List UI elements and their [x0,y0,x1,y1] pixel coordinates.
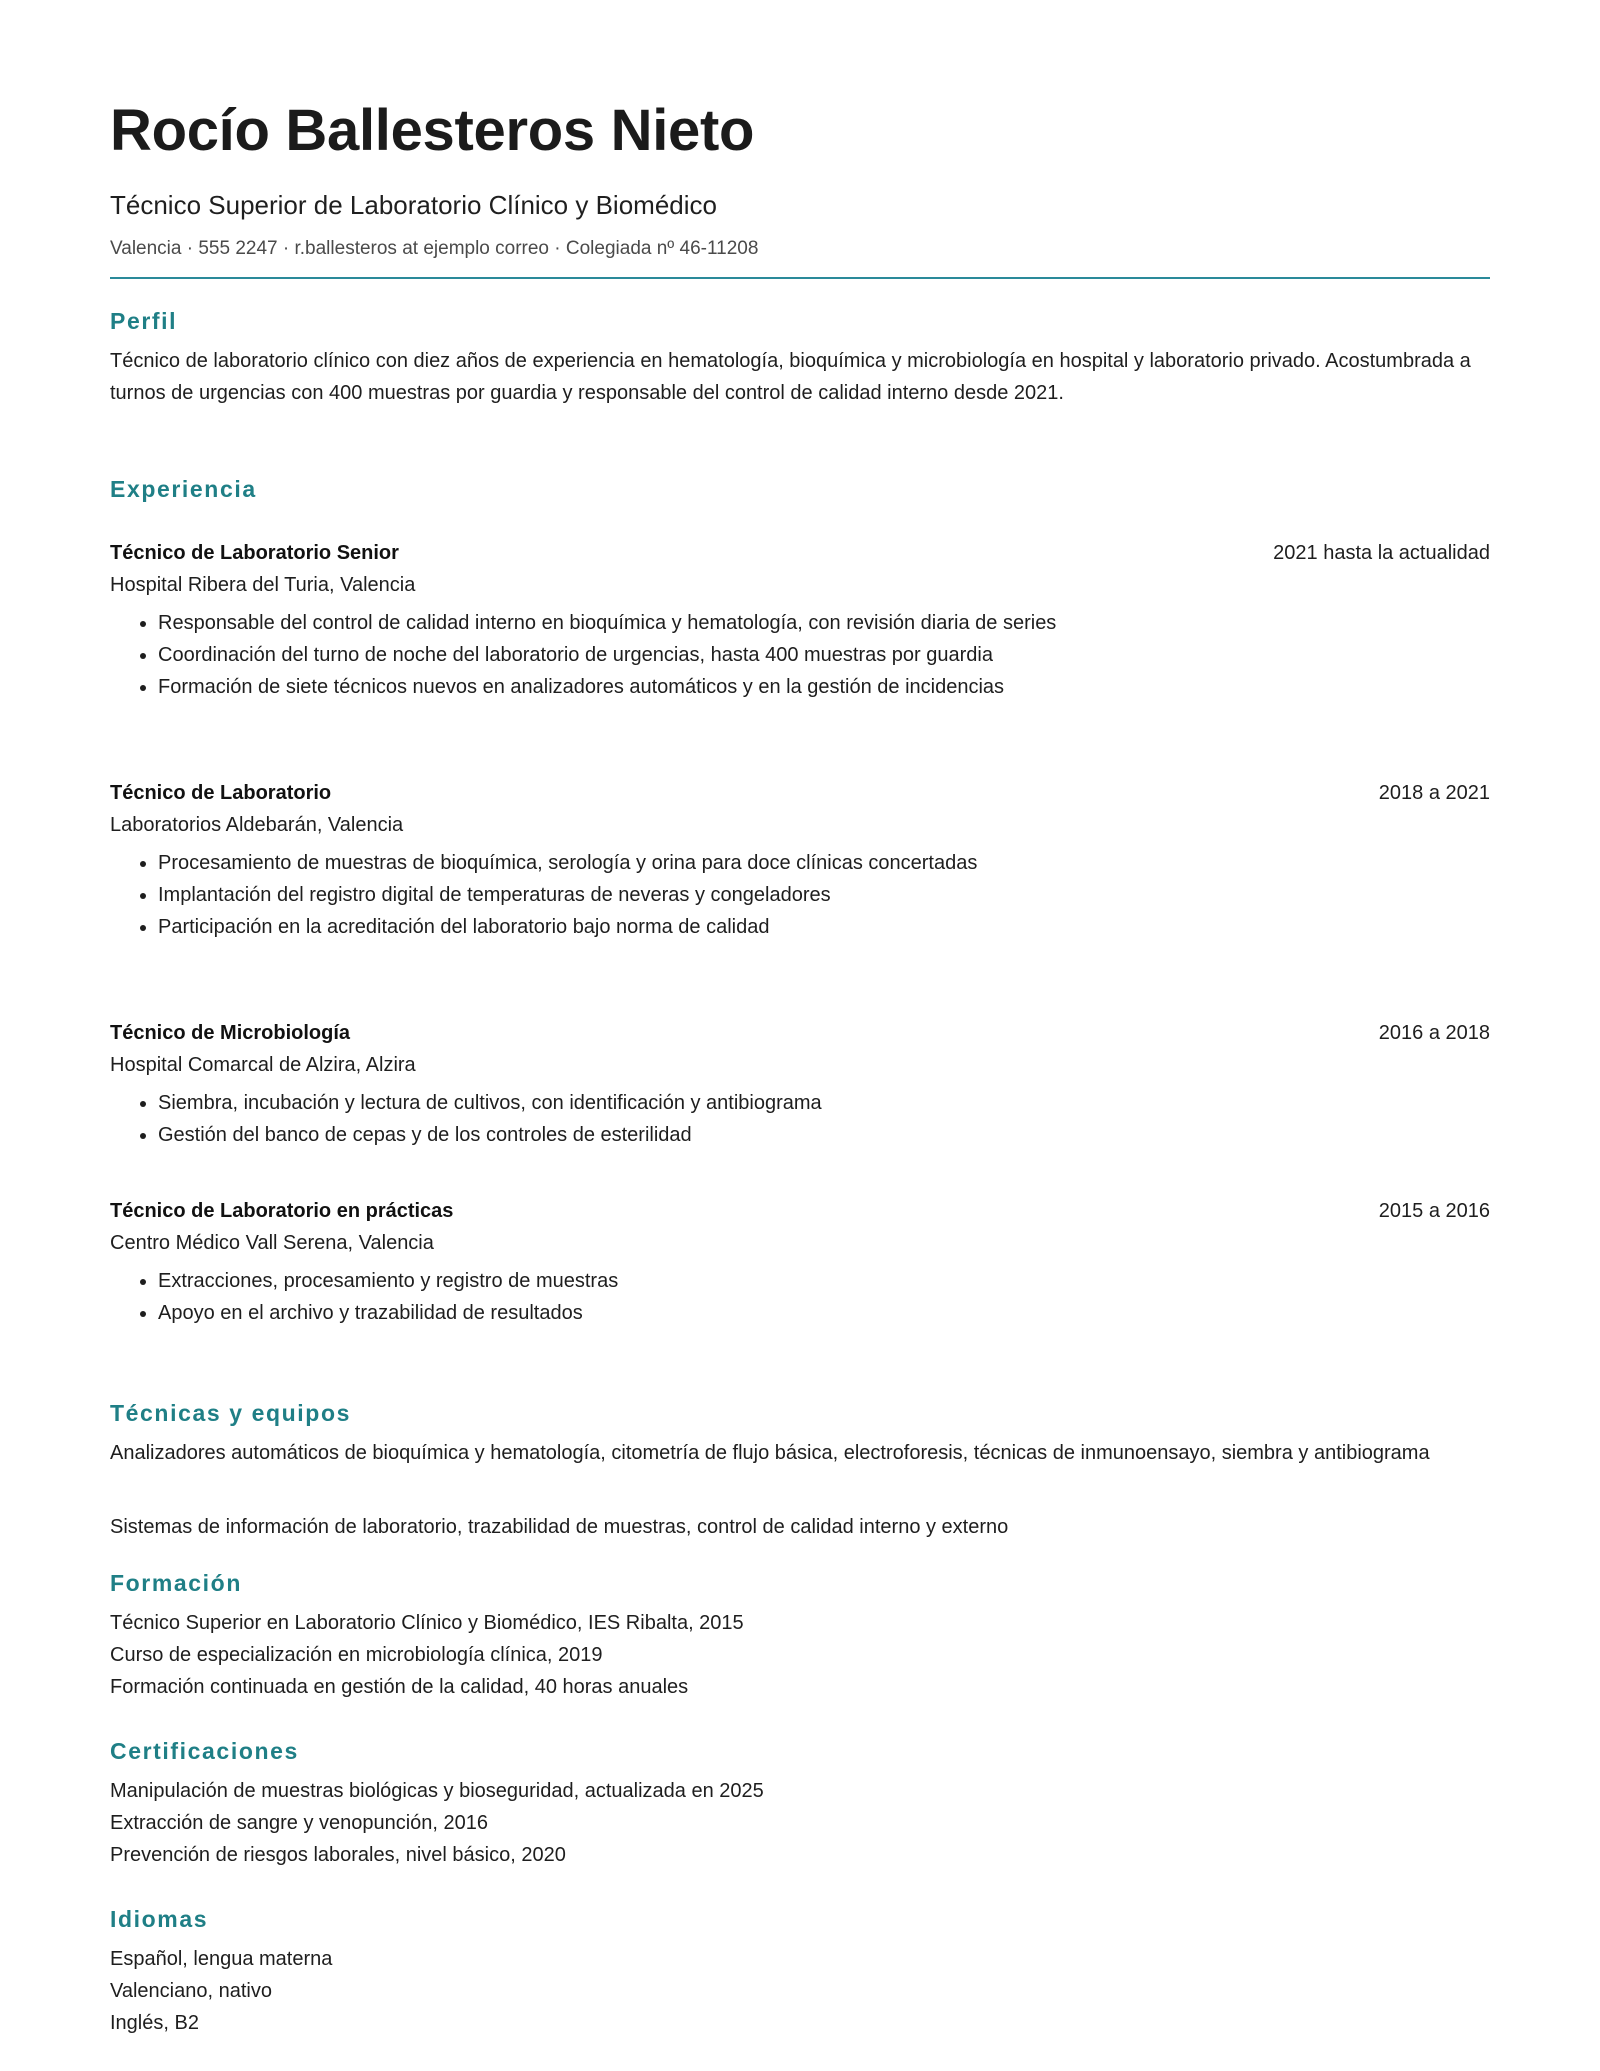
profile-section [110,307,1490,409]
job-bullet: Responsable del control de calidad interno en bioquímica y hematología, con revisión diaria de series [158,607,1490,639]
education-item: Formación continuada en gestión de la calidad, 40 horas anuales [110,1676,689,1698]
language-item: Valenciano, nativo [110,1980,272,2002]
techniques-section [110,1399,1490,1543]
job-period: 2021 hasta la actualidad [1273,542,1490,564]
education-item: Técnico Superior en Laboratorio Clínico y Biomédico, IES Ribalta, 2015 [110,1612,744,1634]
header-divider [110,277,1490,279]
section-title-certifications: Certificaciones [110,1738,299,1764]
section-title-techniques: Técnicas y equipos [110,1400,351,1426]
candidate-subtitle: Técnico Superior de Laboratorio Clínico y Biomédico [110,190,717,220]
job-entry [110,537,1490,703]
job-title: Técnico de Laboratorio Senior [110,542,399,564]
certification-item: Manipulación de muestras biológicas y bioseguridad, actualizada en 2025 [110,1780,764,1802]
job-period: 2016 a 2018 [1378,1022,1490,1044]
job-bullet: Formación de siete técnicos nuevos en analizadores automáticos y en la gestión de incidencias [158,671,1490,703]
job-bullet: Gestión del banco de cepas y de los controles de esterilidad [158,1119,1490,1151]
job-header [110,1195,1490,1227]
job-period: 2015 a 2016 [1378,1200,1490,1222]
job-title: Técnico de Laboratorio en prácticas [110,1200,454,1222]
language-item: Español, lengua materna [110,1948,333,1970]
education-section [110,1569,1490,1703]
job-bullets [110,847,1490,943]
job-organization: Hospital Ribera del Turia, Valencia [110,574,416,596]
techniques-line: Analizadores automáticos de bioquímica y hematología, citometría de flujo básica, electroforesis, técnicas de inmunoensayo, siembra y antibiograma [110,1442,1430,1464]
job-period: 2018 a 2021 [1378,782,1490,804]
job-header [110,537,1490,569]
section-title-experience: Experiencia [110,476,257,502]
job-bullet: Coordinación del turno de noche del laboratorio de urgencias, hasta 400 muestras por guardia [158,639,1490,671]
experience-section [110,475,1490,1329]
education-list [110,1607,1490,1703]
section-title-languages: Idiomas [110,1906,209,1932]
contact-line: Valencia · 555 2247 · r.ballesteros at ejemplo correo · Colegiada nº 46-11208 [110,238,759,259]
techniques-line: Sistemas de información de laboratorio, trazabilidad de muestras, control de calidad interno y externo [110,1516,1009,1538]
job-bullet: Apoyo en el archivo y trazabilidad de resultados [158,1297,1490,1329]
job-bullet: Participación en la acreditación del laboratorio bajo norma de calidad [158,911,1490,943]
job-organization: Laboratorios Aldebarán, Valencia [110,814,404,836]
certification-item: Extracción de sangre y venopunción, 2016 [110,1812,489,1834]
certification-item: Prevención de riesgos laborales, nivel básico, 2020 [110,1844,566,1866]
job-bullets [110,1265,1490,1329]
job-bullet: Extracciones, procesamiento y registro de muestras [158,1265,1490,1297]
job-entry [110,1195,1490,1329]
section-title-education: Formación [110,1570,242,1596]
job-header [110,1017,1490,1049]
section-title-profile: Perfil [110,308,178,334]
job-bullets [110,607,1490,703]
job-bullet: Implantación del registro digital de temperaturas de neveras y congeladores [158,879,1490,911]
education-item: Curso de especialización en microbiología clínica, 2019 [110,1644,603,1666]
candidate-name: Rocío Ballesteros Nieto [110,98,755,163]
job-bullet: Siembra, incubación y lectura de cultivos, con identificación y antibiograma [158,1087,1490,1119]
job-entry [110,1017,1490,1151]
certifications-list [110,1775,1490,1871]
profile-text: Técnico de laboratorio clínico con diez años de experiencia en hematología, bioquímica y microbiología en hospital y laboratorio privado. Acostumbrada a turnos de urgencias con 400 muestras por guardia y responsable del control de calidad interno desde 2021. [110,350,1471,404]
job-organization: Centro Médico Vall Serena, Valencia [110,1232,434,1254]
job-bullets [110,1087,1490,1151]
certifications-section [110,1737,1490,1871]
job-entry [110,777,1490,943]
language-item: Inglés, B2 [110,2012,199,2034]
job-title: Técnico de Microbiología [110,1022,351,1044]
languages-list [110,1943,1490,2039]
job-title: Técnico de Laboratorio [110,782,332,804]
job-bullet: Procesamiento de muestras de bioquímica, serología y orina para doce clínicas concertadas [158,847,1490,879]
job-header [110,777,1490,809]
languages-section [110,1905,1490,2039]
job-organization: Hospital Comarcal de Alzira, Alzira [110,1054,416,1076]
